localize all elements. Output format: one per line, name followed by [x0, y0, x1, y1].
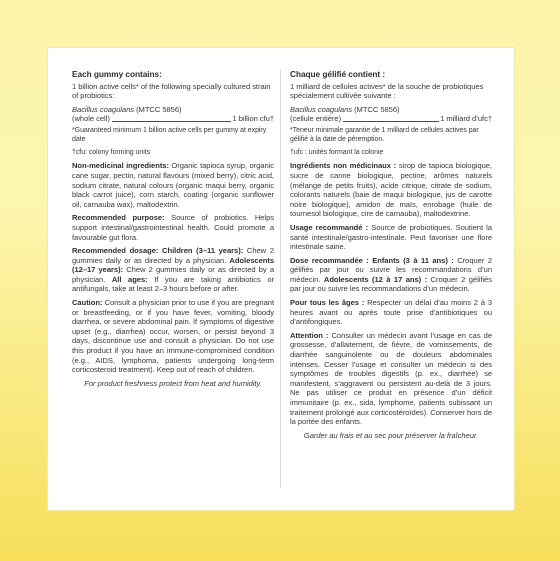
strain-form: (whole cell) — [72, 114, 110, 124]
caution-heading-fr: Attention : — [290, 330, 329, 340]
recommended-dosage-fr — [290, 256, 492, 294]
purpose-heading-fr: Usage recommandé : — [290, 222, 369, 232]
all-ages-fr — [290, 298, 492, 327]
caution-fr — [290, 331, 492, 427]
allages-text: If you are taking antibiotics or antifungals, take at least 2–3 hours before or after. — [72, 274, 275, 294]
allages-heading-fr: Pour tous les âges : — [290, 298, 365, 308]
english-column — [72, 70, 274, 392]
strain-amount: 1 billion cfu† — [232, 114, 274, 124]
strain-code: (MTCC 5856) — [136, 104, 182, 114]
strain-name-row — [72, 105, 274, 115]
strain-amount-fr: 1 milliard d’ufc† — [440, 114, 492, 124]
french-column — [290, 70, 492, 444]
purpose-text: Source of probiotics. Helps support intestinal/gastrointestinal health. Could promote a favourable gut flora. — [72, 213, 274, 242]
purpose-heading: Recommended purpose: — [72, 213, 165, 223]
caution — [72, 298, 274, 375]
strain-name-fr: Bacillus coagulans — [290, 104, 352, 114]
allages-heading: All ages: — [111, 274, 148, 284]
footnote-cfu: †cfu: colony forming units — [72, 148, 151, 156]
strain-intro: 1 billion active cells* of the following specially cultured strain of probiotics: — [72, 81, 271, 101]
caution-text: Consult a physician prior to use if you are pregnant or breastfeeding, or if you have fever, vomiting, bloody diarrhea, or severe abdominal pain. If symptoms of digestive upset (e.g., diarrhea) occur, worsen, or persist beyond 3 days, discontinue use and consult a physician. Do not use this product if you have an immune-compromised condition (e.g., AIDS, lymphoma, patients undergoing long-term corticosteroid treatment). Keep out of reach of children. — [72, 298, 274, 375]
caution-text-fr: Consulter un médecin avant l’usage en cas de grossesse, d’allaitement, de fièvre, de vomissements, de diarrhée sanguinolente ou de douleurs abdominales intenses. Cesser l’usage et consulter un médecin si des symptômes de troubles digestifs (p. ex., diarrhée) se manifestent, s’aggravent ou persistent au-delà de 3 jours. Ne pas utiliser ce produit en présence d’un déficit immunitaire (p. ex., sida, lymphome, patients subissant un traitement prolongé aux corticostéroïdes). Conserver hors de la portée des enfants. — [290, 330, 492, 427]
product-label-panel — [48, 48, 514, 510]
nmi-heading: Non-medicinal ingredients: — [72, 161, 169, 171]
nmi-text-fr: sirop de tapioca biologique, sucre de canne biologique, pectine, arômes naturels (mélange de petits fruits), acide citrique, citrate de sodium, colorants naturels (baie de maqui biologique, jus de carotte noire biologique), amidon de maïs, enrobage (huile de tournesol biologique, cire de carnauba), maltodextrine. — [290, 161, 492, 219]
storage-note: For product freshness protect from heat and humidity. — [84, 378, 262, 388]
strain-name: Bacillus coagulans — [72, 104, 134, 114]
non-medicinal-ingredients — [72, 161, 274, 209]
strain-amount-row-fr — [290, 114, 492, 124]
strain-form-fr: (cellule entière) — [290, 114, 342, 124]
footnote-guarantee: *Guaranteed minimum 1 billion active cells per gummy at expiry date — [72, 126, 267, 143]
dosage-children-fr: Croquer 2 gélifiés par jour ou suivre les recommandations d’un médecin. — [290, 255, 492, 284]
caution-heading: Caution: — [72, 298, 103, 308]
footnote-guarantee-fr: *Teneur minimale garantie de 1 milliard de cellules actives par gélifié à la date de péremption. — [290, 126, 479, 143]
recommended-purpose-fr — [290, 223, 492, 252]
column-divider — [280, 70, 281, 488]
storage-note-fr: Garder au frais et au sec pour préserver la fraîcheur. — [303, 430, 479, 440]
strain-amount-row — [72, 114, 274, 124]
contents-title: Each gummy contains: — [72, 69, 162, 79]
dosage-heading: Recommended dosage: Children (3–11 years): — [72, 246, 244, 256]
dosage-heading-fr: Dose recommandée : Enfants (3 à 11 ans) : — [290, 255, 454, 265]
dosage-children: Chew 2 gummies daily or as directed by a physician. — [72, 246, 274, 265]
footnote-cfu-fr: †ufc : unités formant la colonie — [290, 148, 384, 156]
purpose-text-fr: Source de probiotiques. Soutient la santé intestinale/gastro-intestinale. Peut favoriser une flore intestinale saine. — [290, 222, 492, 252]
adolescents-text-fr: Croquer 2 gélifiés par jour ou suivre les recommandations d’un médecin. — [290, 274, 492, 294]
strain-code-fr: (MTCC 5856) — [354, 104, 400, 114]
adolescents-heading: Adolescents (12–17 years): — [72, 255, 275, 275]
nmi-heading-fr: Ingrédients non médicinaux : — [290, 161, 397, 171]
non-medicinal-ingredients-fr — [290, 161, 492, 219]
nmi-text: Organic tapioca syrup, organic cane sugar, pectin, natural flavours (mixed berry), citric acid, sodium citrate, natural colours (organic maqui berry, organic black carrot juice), corn starch, coating (organic sunflower oil, carnauba wax), maltodextrin. — [72, 161, 275, 209]
recommended-purpose — [72, 213, 274, 242]
recommended-dosage — [72, 246, 274, 294]
strain-name-row-fr — [290, 105, 492, 115]
strain-intro-fr: 1 milliard de cellules actives* de la souche de probiotiques spécialement cultivée suivante : — [290, 81, 484, 101]
adolescents-text: Chew 2 gummies daily or as directed by a physician. — [72, 265, 274, 284]
leader-line-fr — [343, 114, 439, 122]
leader-line — [112, 114, 232, 122]
adolescents-heading-fr: Adolescents (12 à 17 ans) : — [323, 274, 428, 284]
allages-text-fr: Respecter un délai d’au moins 2 à 3 heures avant ou après toute prise d’antibiotiques ou d’antifongiques. — [290, 298, 492, 327]
contents-title-fr: Chaque gélifié contient : — [290, 69, 386, 79]
